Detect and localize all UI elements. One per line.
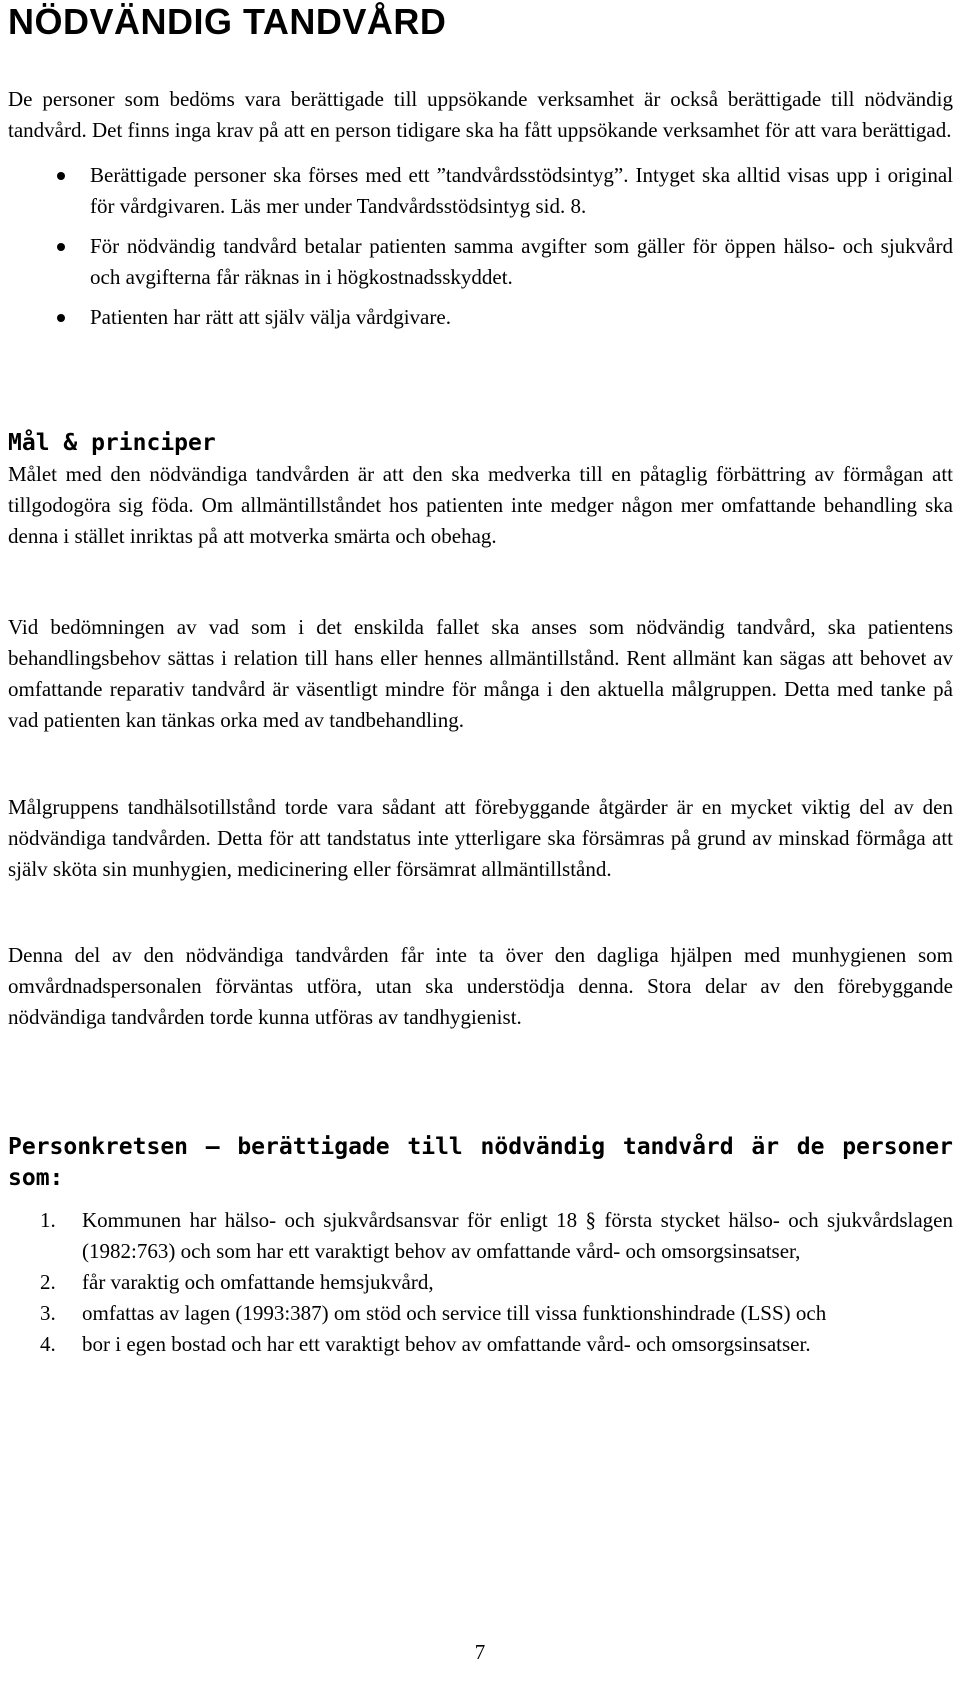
bullet-text: Berättigade personer ska förses med ett ”tandvårdsstödsintyg”. Intyget ska alltid visas upp i original för vårdgivaren. Läs mer under Tandvårdsstödsintyg sid. 8. — [90, 163, 953, 218]
list-number: 3. — [40, 1301, 56, 1325]
list-number: 2. — [40, 1270, 56, 1294]
bullet-list — [8, 160, 953, 342]
list-item — [8, 1329, 953, 1360]
bullet-text: Patienten har rätt att själv välja vårdgivare. — [90, 305, 451, 329]
list-item — [8, 1205, 953, 1267]
bullet-icon — [57, 243, 65, 251]
intro-paragraph: De personer som bedöms vara berättigade till uppsökande verksamhet är också berättigade till nödvändig tandvård. Det finns inga krav på att en person tidigare ska ha fått uppsökande verksamhet för att vara berättigad. — [8, 87, 953, 142]
list-item — [8, 1298, 953, 1329]
goals-paragraph: Målgruppens tandhälsotillstånd torde vara sådant att förebyggande åtgärder är en mycket viktig del av den nödvändiga tandvården. Detta för att tandstatus inte ytterligare ska försämras på grund av minskad förmåga att själv sköta sin munhygien, medicinering eller försämrat allmäntillstånd. — [8, 795, 953, 881]
list-number: 1. — [40, 1208, 56, 1232]
persons-list — [8, 1205, 953, 1360]
goals-paragraph: Vid bedömningen av vad som i det enskilda fallet ska anses som nödvändig tandvård, ska patientens behandlingsbehov sättas i relation till hans eller hennes allmäntillstånd. Rent allmänt kan sägas att behovet av omfattande reparativ tandvård är väsentligt mindre för många i den aktuella målgruppen. Detta med tanke på vad patienten kan tänkas orka med av tandbehandling. — [8, 615, 953, 732]
list-number: 4. — [40, 1332, 56, 1356]
page-title: NÖDVÄNDIG TANDVÅRD — [8, 1, 447, 42]
list-text: får varaktig och omfattande hemsjukvård, — [82, 1270, 434, 1294]
goals-paragraph: Målet med den nödvändiga tandvården är att den ska medverka till en påtaglig förbättring av förmågan att tillgodogöra sig föda. Om allmäntillståndet hos patienten inte medger någon mer omfattande behandling ska denna i stället inriktas på att motverka smärta och obehag. — [8, 462, 953, 548]
bullet-icon — [57, 172, 65, 180]
list-item — [8, 1267, 953, 1298]
persons-heading: Personkretsen – berättigade till nödvändig tandvård är de personer som: — [8, 1134, 953, 1191]
list-text: bor i egen bostad och har ett varaktigt behov av omfattande vård- och omsorgsinsatser. — [82, 1332, 811, 1356]
list-text: Kommunen har hälso- och sjukvårdsansvar för enligt 18 § första stycket hälso- och sjukvårdslagen (1982:763) och som har ett varaktigt behov av omfattande vård- och omsorgsinsatser, — [82, 1208, 953, 1263]
goals-heading: Mål & principer — [8, 430, 216, 456]
page-number: 7 — [474, 1640, 486, 1664]
goals-paragraph: Denna del av den nödvändiga tandvården får inte ta över den dagliga hjälpen med munhygienen som omvårdnadspersonalen förväntas utföra, utan ska understödja denna. Stora delar av den förebyggande nödvändiga tandvården torde kunna utföras av tandhygienist. — [8, 943, 953, 1029]
bullet-item — [8, 231, 953, 293]
bullet-item — [8, 160, 953, 222]
bullet-text: För nödvändig tandvård betalar patienten samma avgifter som gäller för öppen hälso- och sjukvård och avgifterna får räknas in i högkostnadsskyddet. — [90, 234, 953, 289]
list-text: omfattas av lagen (1993:387) om stöd och service till vissa funktionshindrade (LSS) och — [82, 1301, 827, 1325]
bullet-icon — [57, 314, 65, 322]
bullet-item — [8, 302, 953, 333]
